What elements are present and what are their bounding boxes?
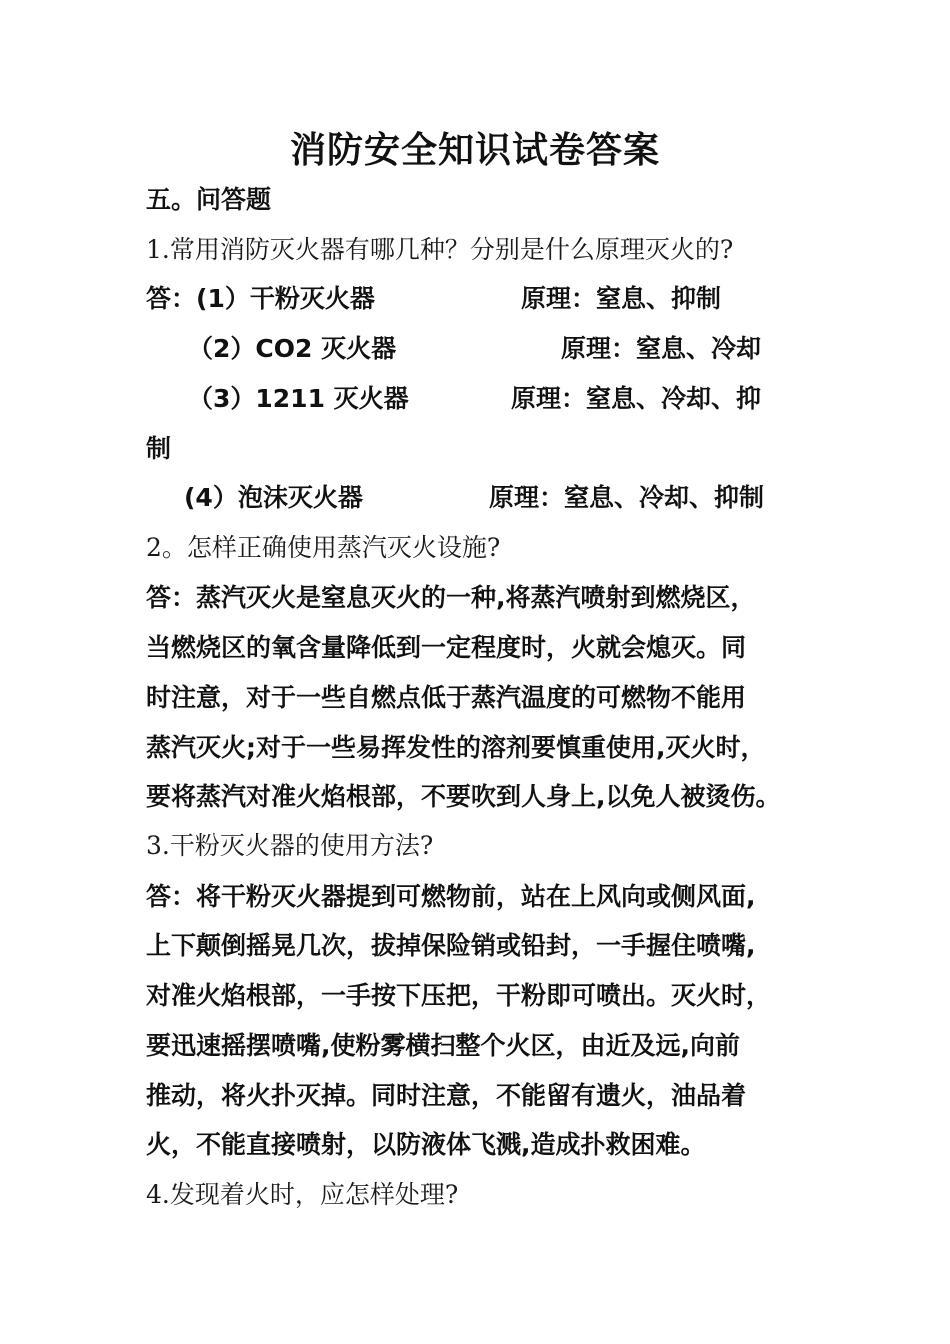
question-4: 4.发现着火时，应怎样处理? — [146, 1180, 459, 1209]
extinguisher-label-3: （3）1211 灭火器 — [188, 384, 409, 413]
q3-answer-line-3: 对准火焰根部，一手按下压把，干粉即可喷出。灭火时， — [146, 981, 772, 1010]
q3-answer-line-6: 火，不能直接喷射，以防液体飞溅,造成扑救困难。 — [146, 1130, 706, 1159]
q3-answer-line-4: 要迅速摇摆喷嘴,使粉雾横扫整个火区，由近及远,向前 — [146, 1031, 740, 1060]
q2-answer-line-1: 答：蒸汽灭火是窒息灭火的一种,将蒸汽喷射到燃烧区， — [146, 583, 756, 612]
extinguisher-principle-2: 原理：窒息、冷却 — [561, 334, 762, 363]
extinguisher-label-2: （2）CO2 灭火器 — [188, 334, 397, 363]
answer-prefix: 答： — [146, 284, 197, 313]
q2-answer-line-3: 时注意，对于一些自燃点低于蒸汽温度的可燃物不能用 — [146, 683, 747, 712]
principle-3-wrap: 制 — [146, 434, 172, 463]
question-3: 3.干粉灭火器的使用方法? — [146, 831, 434, 860]
extinguisher-principle-1: 原理：窒息、抑制 — [521, 284, 722, 313]
q2-answer-line-5: 要将蒸汽对准火焰根部，不要吹到人身上,以免人被烫伤。 — [146, 782, 781, 811]
extinguisher-principle-4: 原理：窒息、冷却、抑制 — [489, 483, 765, 512]
extinguisher-label-4: (4）泡沫灭火器 — [184, 483, 363, 512]
q2-answer-line-4: 蒸汽灭火;对于一些易挥发性的溶剂要慎重使用,灭火时， — [146, 733, 766, 762]
page-title: 消防安全知识试卷答案 — [289, 129, 660, 171]
extinguisher-principle-3: 原理：窒息、冷却、抑 — [511, 384, 762, 413]
q2-answer-line-2: 当燃烧区的氧含量降低到一定程度时，火就会熄灭。同 — [146, 633, 747, 662]
q3-answer-line-1: 答：将干粉灭火器提到可燃物前，站在上风向或侧风面, — [146, 882, 756, 911]
question-2: 2。怎样正确使用蒸汽灭火设施? — [146, 533, 501, 562]
section-heading: 五。问答题 — [146, 185, 272, 214]
extinguisher-label-1: (1）干粉灭火器 — [196, 284, 375, 313]
q3-answer-line-5: 推动，将火扑灭掉。同时注意，不能留有遗火，油品着 — [146, 1081, 747, 1110]
question-1: 1.常用消防灭火器有哪几种？分别是什么原理灭火的? — [146, 235, 734, 264]
q1-answer-row-1 — [146, 283, 375, 315]
q3-answer-line-2: 上下颠倒摇晃几次，拔掉保险销或铅封，一手握住喷嘴, — [146, 931, 756, 960]
